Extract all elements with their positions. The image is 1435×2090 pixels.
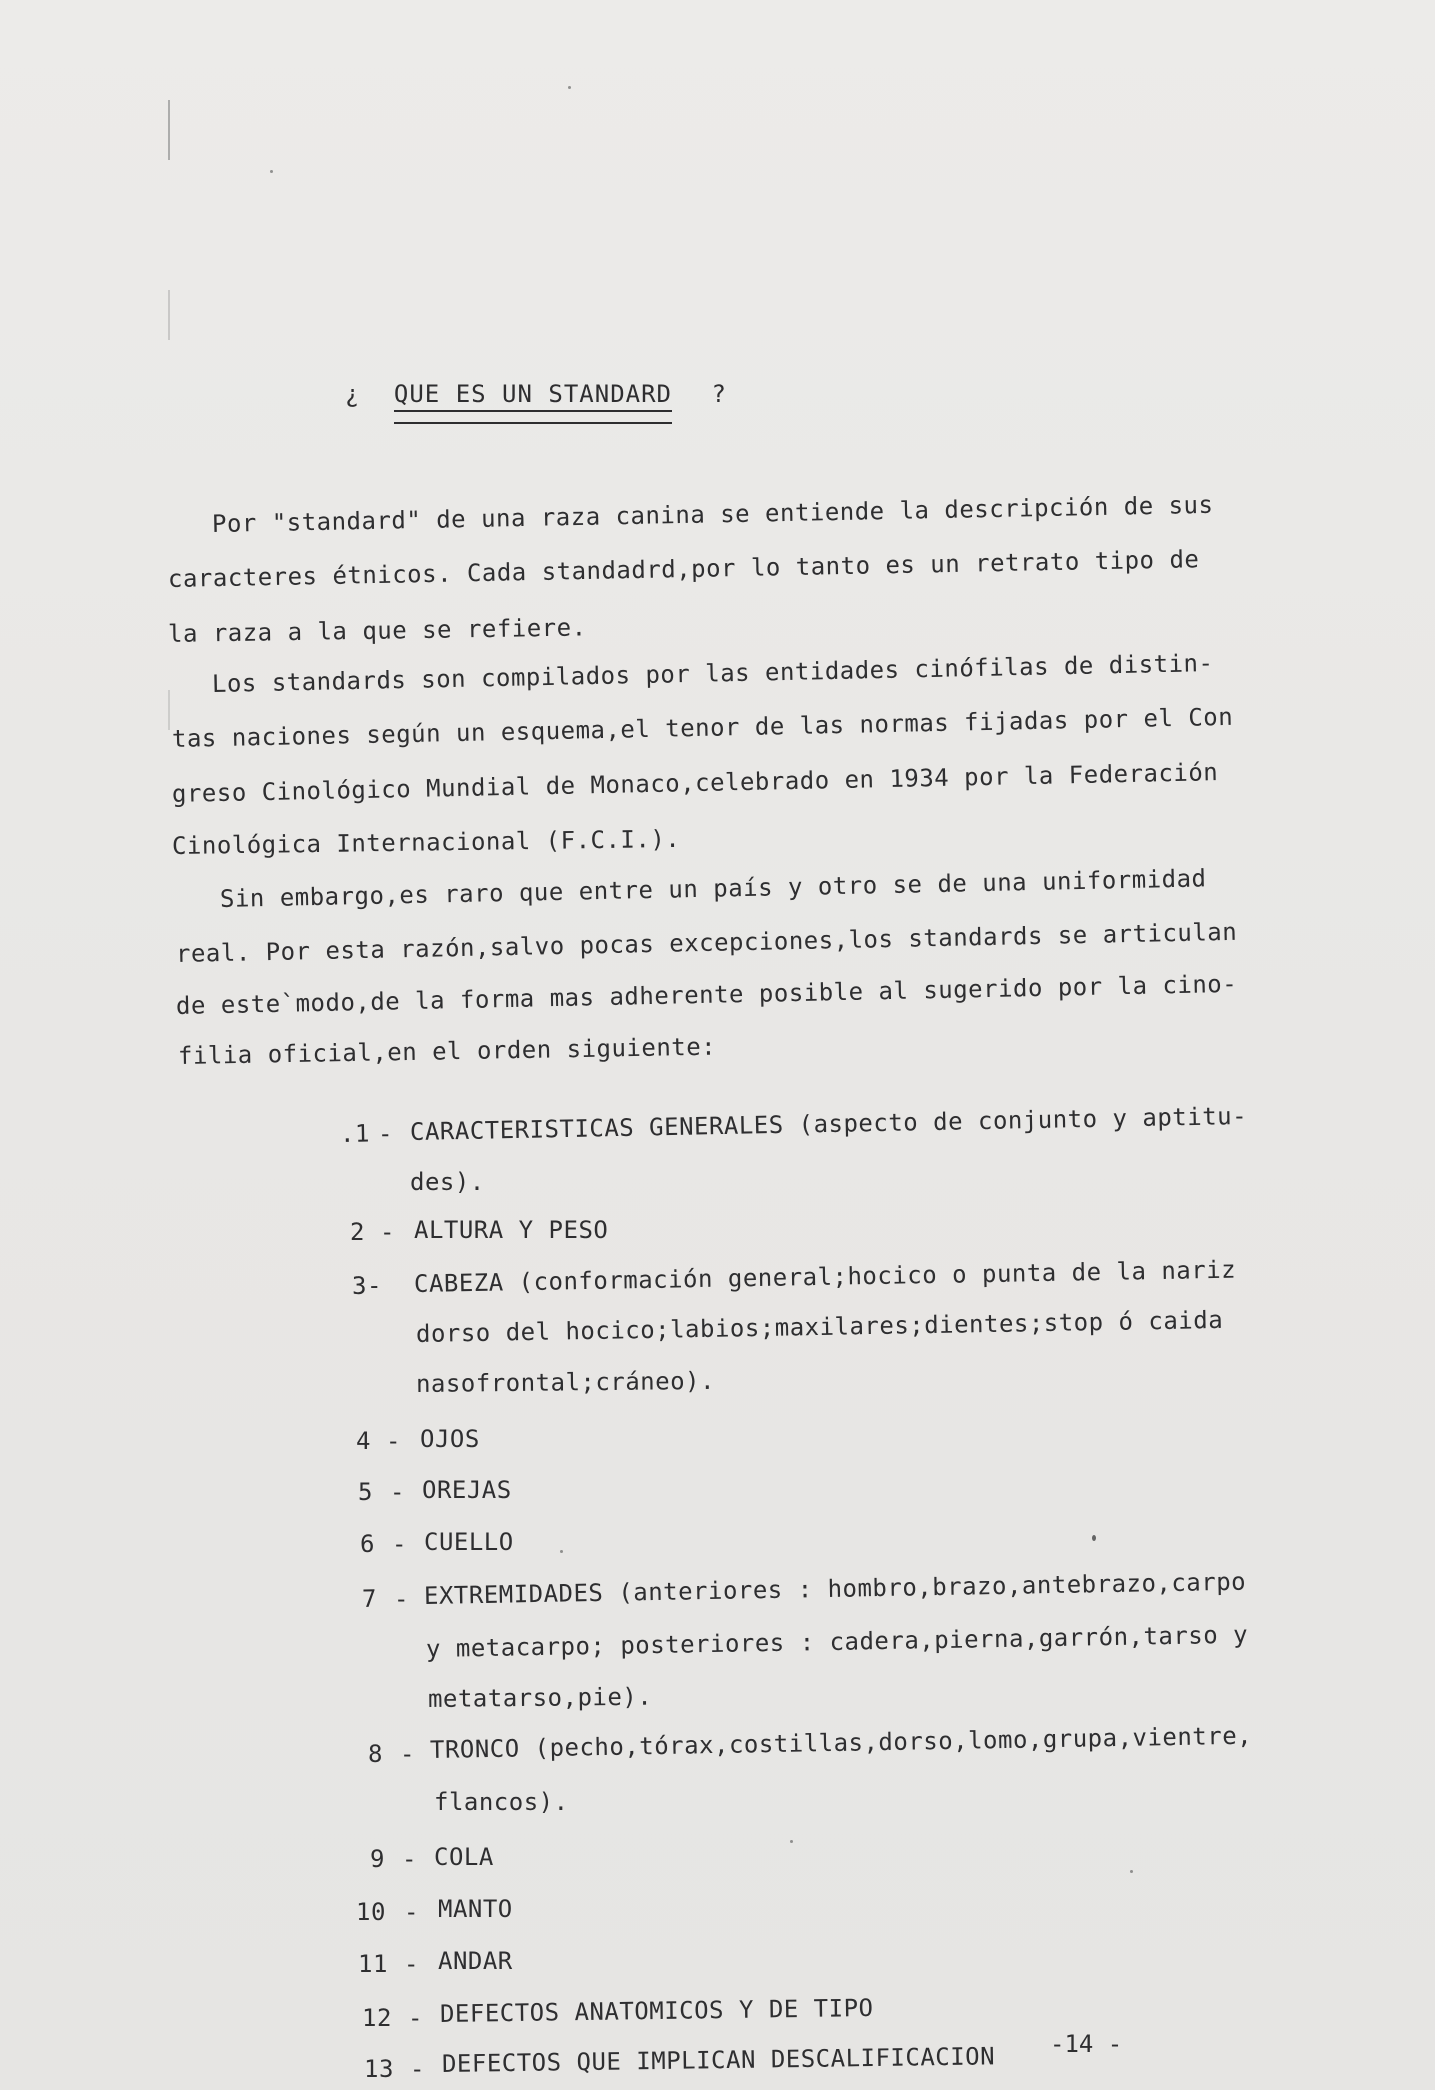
list-item-number: 3- [351, 1271, 383, 1300]
paragraph-3-line-2: real. Por esta razón,salvo pocas excepciones,los standards se articulan [175, 917, 1238, 968]
list-item-text: DEFECTOS QUE IMPLICAN DESCALIFICACION [441, 2042, 996, 2078]
list-item-dash: - [408, 2004, 423, 2032]
paragraph-1-line-3: la raza a la que se refiere. [167, 613, 587, 648]
list-item-number: 6 [360, 1530, 375, 1558]
list-item-number: .1 [339, 1119, 371, 1148]
title-close-mark: ? [711, 380, 727, 408]
paragraph-2-line-2: tas naciones según un esquema,el tenor de las normas fijadas por el Con [171, 702, 1234, 753]
list-item-text: OJOS [420, 1425, 480, 1453]
list-item-text: CABEZA (conformación general;hocico o punta de la nariz [413, 1255, 1237, 1298]
speck [270, 170, 273, 173]
list-item-dash: - [404, 1950, 419, 1978]
list-item-text: ALTURA Y PESO [414, 1216, 609, 1244]
page-number: -14 - [1050, 2030, 1123, 2058]
document-title [345, 380, 727, 412]
list-item-dash: - [394, 1585, 409, 1613]
list-item-number: 8 [368, 1740, 383, 1768]
list-item-number: 10 [356, 1898, 386, 1926]
list-item-dash: - [404, 1898, 419, 1926]
list-item-dash: - [410, 2055, 425, 2083]
list-item-text: OREJAS [422, 1476, 512, 1504]
list-item-text: dorso del hocico;labios;maxilares;dientes;stop ó caida [415, 1305, 1224, 1348]
list-item-number: 7 [361, 1584, 378, 1613]
list-item-number: 4 [356, 1427, 371, 1455]
list-item-dash: - [392, 1530, 407, 1558]
list-item-text: MANTO [438, 1895, 513, 1923]
list-item-text: ANDAR [438, 1947, 513, 1975]
paragraph-3-line-1: Sin embargo,es raro que entre un país y otro se de una uniformidad [219, 864, 1207, 913]
speck [790, 1840, 793, 1843]
list-item-text: CARACTERISTICAS GENERALES (aspecto de conjunto y aptitu- [409, 1101, 1248, 1146]
speck [568, 86, 571, 89]
list-item-text: flancos). [434, 1788, 569, 1816]
list-item-text: TRONCO (pecho,tórax,costillas,dorso,lomo,grupa,vientre, [429, 1721, 1253, 1764]
paragraph-1-line-1: Por "standard" de una raza canina se entiende la descripción de sus [211, 490, 1214, 538]
list-item-dash: - [380, 1218, 395, 1246]
list-item-number: 12 [362, 2004, 392, 2032]
list-item-dash: - [400, 1740, 415, 1768]
list-item-text: des). [410, 1168, 485, 1196]
list-item-text: y metacarpo; posteriores : cadera,pierna,garrón,tarso y [425, 1620, 1249, 1663]
list-item-text: COLA [434, 1843, 494, 1871]
binder-mark [168, 100, 170, 160]
binder-mark [168, 690, 170, 730]
list-item-dash: - [390, 1478, 405, 1506]
title-open-mark: ¿ [345, 380, 361, 408]
speck [1130, 1870, 1133, 1873]
list-item-text: nasofrontal;cráneo). [415, 1366, 716, 1398]
list-item-text: EXTREMIDADES (anteriores : hombro,brazo,antebrazo,carpo [423, 1567, 1247, 1610]
binder-mark [168, 290, 170, 340]
list-item-number: 11 [358, 1950, 388, 1978]
list-item-dash: - [402, 1845, 417, 1873]
list-item-number: 9 [370, 1845, 385, 1873]
list-item-text: DEFECTOS ANATOMICOS Y DE TIPO [439, 1993, 874, 2028]
paragraph-2-line-4: Cinológica Internacional (F.C.I.). [171, 824, 681, 860]
list-item-text: CUELLO [424, 1528, 514, 1556]
list-item-dash: - [386, 1427, 401, 1455]
list-item-number: 2 [350, 1218, 365, 1246]
title-text: QUE ES UN STANDARD [394, 380, 672, 412]
speck [560, 1550, 563, 1553]
paragraph-3-line-3: de este`modo,de la forma mas adherente posible al sugerido por la cino- [175, 969, 1238, 1020]
list-item-dash: - [377, 1119, 394, 1148]
list-item-number: 13 [364, 2055, 394, 2083]
paragraph-2-line-3: greso Cinológico Mundial de Monaco,celebrado en 1934 por la Federación [171, 758, 1219, 808]
paragraph-3-line-4: filia oficial,en el orden siguiente: [177, 1032, 717, 1070]
paragraph-2-line-1: Los standards son compilados por las entidades cinófilas de distin- [211, 649, 1214, 698]
paragraph-1-line-2: caracteres étnicos. Cada standadrd,por lo tanto es un retrato tipo de [167, 545, 1200, 593]
list-item-number: 5 [358, 1478, 373, 1506]
speck [1092, 1535, 1096, 1541]
list-item-text: metatarso,pie). [427, 1682, 653, 1713]
